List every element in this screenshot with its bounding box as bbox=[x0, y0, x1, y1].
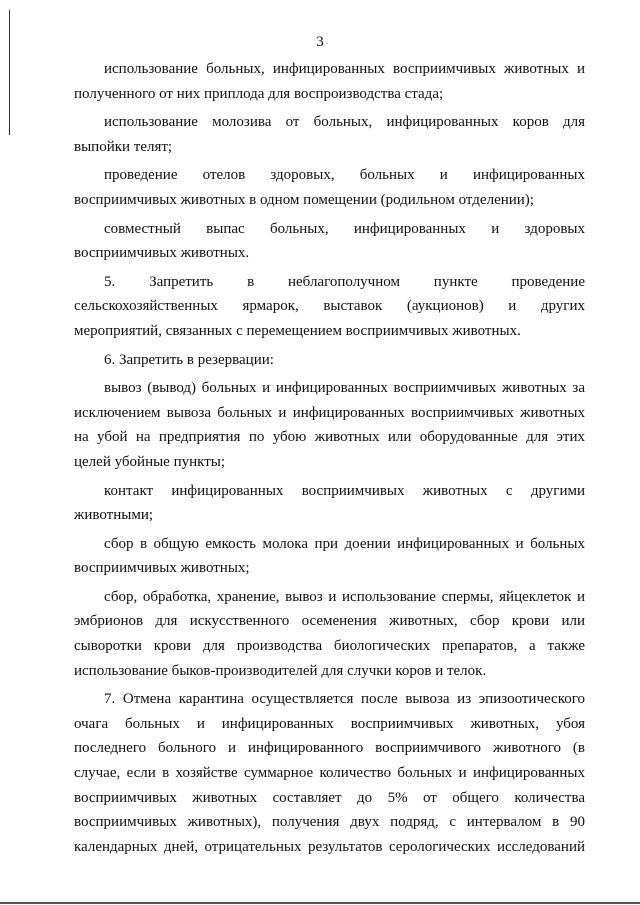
text-line: 5. Запретить в неблагополучном пункте проведение bbox=[104, 273, 585, 290]
scan-bottom-edge bbox=[0, 902, 640, 904]
text-line: проведение отелов здоровых, больных и инфицированных bbox=[104, 167, 585, 184]
document-body bbox=[74, 57, 585, 859]
text-line: использование молозива от больных, инфицированных коров для bbox=[104, 114, 585, 131]
text-line: восприимчивых животных в одном помещении (родильном отделении); bbox=[74, 191, 534, 208]
text-line: использование быков-производителей для случки коров и телок. bbox=[74, 662, 487, 679]
text-line: мероприятий, связанных с перемещением восприимчивых животных. bbox=[74, 322, 521, 339]
text-line: случае, если в хозяйстве суммарное количество больных и инфицированных bbox=[74, 765, 585, 782]
text-line: сбор, обработка, хранение, вывоз и использование спермы, яйцеклеток и bbox=[104, 588, 585, 605]
text-line: вывоз (вывод) больных и инфицированных восприимчивых животных за bbox=[104, 380, 585, 397]
text-line: исключением вывоза больных и инфицированных восприимчивых животных bbox=[74, 404, 585, 421]
text-line: сыворотки крови для производства биологических препаратов, а также bbox=[74, 638, 585, 655]
text-line: восприимчивых животных; bbox=[74, 560, 250, 577]
text-line: восприимчивых животных составляет до 5% от общего количества bbox=[74, 789, 585, 806]
page-number: 3 bbox=[316, 34, 324, 50]
text-line: календарных дней, отрицательных результатов серологических исследований bbox=[74, 838, 585, 855]
text-line: эмбрионов для искусственного осеменения животных, сбор крови или bbox=[74, 613, 585, 630]
text-line: восприимчивых животных), получения двух подряд, с интервалом в 90 bbox=[74, 814, 585, 831]
text-line: совместный выпас больных, инфицированных и здоровых bbox=[104, 220, 585, 237]
text-line: восприимчивых животных. bbox=[74, 245, 250, 262]
text-line: на убой на предприятия по убою животных или оборудованные для этих bbox=[74, 429, 585, 446]
text-line: использование больных, инфицированных восприимчивых животных и bbox=[104, 61, 585, 77]
scan-margin-mark bbox=[9, 10, 10, 135]
text-line: выпойки телят; bbox=[74, 138, 173, 155]
text-line: последнего больного и инфицированного восприимчивого животного (в bbox=[74, 740, 585, 757]
text-line: 6. Запретить в резервации: bbox=[104, 351, 274, 368]
text-line: сбор в общую емкость молока при доении инфицированных и больных bbox=[104, 535, 585, 552]
text-line: контакт инфицированных восприимчивых животных с другими bbox=[104, 482, 585, 499]
text-line: целей убойные пункты; bbox=[74, 453, 226, 470]
text-line: 7. Отмена карантина осуществляется после вывоза из эпизоотического bbox=[104, 691, 585, 708]
text-line: полученного от них приплода для воспроизводства стада; bbox=[74, 85, 444, 102]
text-line: животными; bbox=[74, 507, 154, 524]
text-line: очага больных и инфицированных восприимчивых животных, убоя bbox=[74, 715, 585, 732]
text-line: сельскохозяйственных ярмарок, выставок (аукционов) и других bbox=[74, 298, 585, 315]
